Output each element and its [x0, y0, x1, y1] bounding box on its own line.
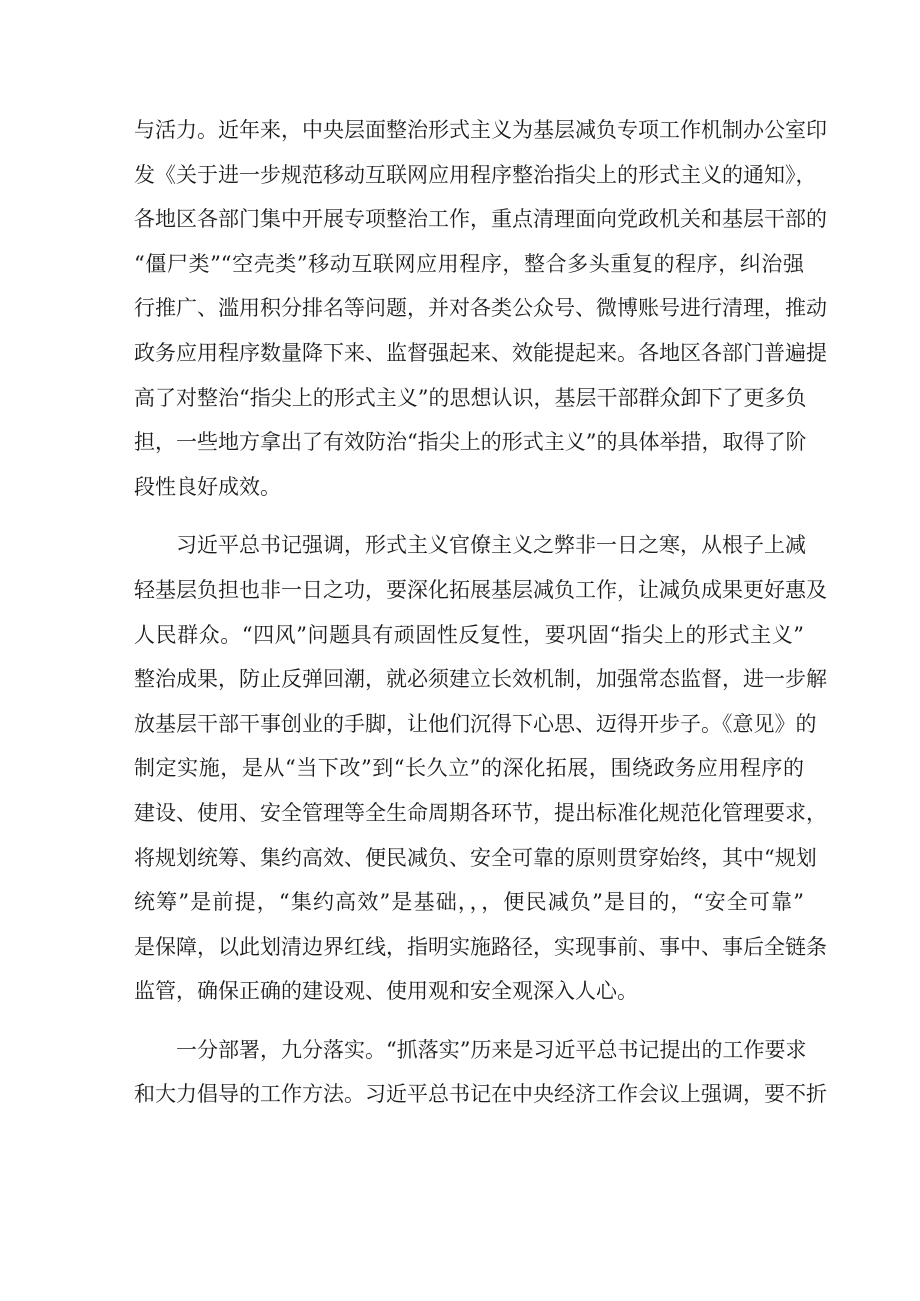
paragraph-2 [134, 523, 827, 1014]
text-line: 整治成果，防止反弹回潮，就必须建立长效机制，加强常态监督，进一步解 [134, 667, 827, 692]
text-line: “僵尸类”“空壳类”移动互联网应用程序，整合多头重复的程序，纠治强 [134, 251, 804, 276]
text-line: 轻基层负担也非一日之功，要深化拓展基层减负工作，让减负成果更好惠及 [134, 577, 827, 602]
paragraph-spacer [134, 509, 804, 523]
text-line: 将规划统筹、集约高效、便民减负、安全可靠的原则贯穿始终，其中“规划 [134, 845, 817, 870]
text-line: 是保障，以此划清边界红线，指明实施路径，实现事前、事中、事后全链条 [134, 934, 827, 959]
text-line: 担，一些地方拿出了有效防治“指尖上的形式主义”的具体举措，取得了阶 [134, 430, 807, 455]
paragraph-3 [134, 1028, 827, 1117]
text-line: 放基层干部干事创业的手脚，让他们沉得下心思、迈得开步子。《意见》的 [134, 711, 817, 736]
text-line: 段性良好成效。 [134, 474, 281, 499]
paragraph-spacer [134, 1014, 804, 1028]
text-line: 建设、使用、安全管理等全生命周期各环节，提出标准化规范化管理要求， [134, 800, 827, 825]
text-line: 各地区各部门集中开展专项整治工作，重点清理面向党政机关和基层干部的 [134, 207, 827, 232]
text-line: 和大力倡导的工作方法。习近平总书记在中央经济工作会议上强调，要不折 [134, 1082, 827, 1107]
text-line: 政务应用程序数量降下来、监督强起来、效能提起来。各地区各部门普遍提 [134, 340, 827, 365]
text-line: 人民群众。“四风”问题具有顽固性反复性，要巩固“指尖上的形式主义” [134, 622, 804, 647]
text-line: 行推广、滥用积分排名等问题，并对各类公众号、微博账号进行清理，推动 [134, 296, 827, 321]
text-line: 高了对整治“指尖上的形式主义”的思想认识，基层干部群众卸下了更多负 [134, 385, 807, 410]
text-line: 习近平总书记强调，形式主义官僚主义之弊非一日之寒，从根子上减 [176, 533, 806, 558]
text-line: 统筹”是前提，“集约高效”是基础，，，便民减负”是目的，“安全可靠” [134, 890, 804, 915]
text-line: 发《关于进一步规范移动互联网应用程序整治指尖上的形式主义的通知》， [134, 162, 817, 187]
body-text [134, 108, 827, 1117]
text-line: 监管，确保正确的建设观、使用观和安全观深入人心。 [134, 979, 638, 1004]
text-line: 一分部署，九分落实。“抓落实”历来是习近平总书记提出的工作要求 [176, 1037, 807, 1062]
text-line: 与活力。近年来，中央层面整治形式主义为基层减负专项工作机制办公室印 [134, 118, 827, 142]
paragraph-1 [134, 108, 827, 509]
text-line: 制定实施，是从“当下改”到“长久立”的深化拓展，围绕政务应用程序的 [134, 756, 804, 781]
